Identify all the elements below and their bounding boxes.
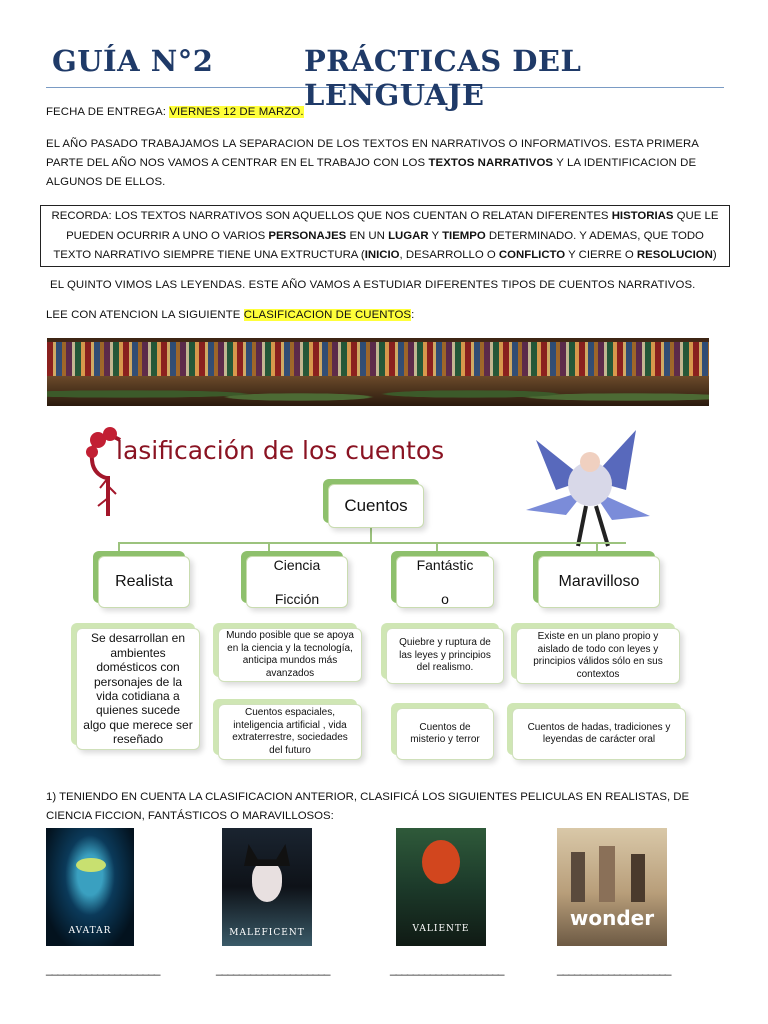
valiente-poster-title: VALIENTE [412, 924, 470, 934]
fairy-icon [516, 420, 656, 560]
maleficent-poster-title: MALEFICENT [229, 928, 305, 938]
valiente-poster-image [396, 828, 486, 946]
answer-blank-avatar[interactable]: ____________________ [46, 962, 160, 976]
horns-icon [244, 844, 290, 866]
branch-realista [118, 542, 120, 556]
quinto-paragraph: EL QUINTO VIMOS LAS LEYENDAS. ESTE AÑO VAMOS A ESTUDIAR DIFERENTES TIPOS DE CUENTOS NARRATIVOS. [50, 279, 696, 291]
dragon-illustration [47, 376, 709, 406]
answer-blank-valiente[interactable]: ____________________ [390, 962, 504, 976]
subject-title: PRÁCTICAS DEL LENGUAJE [304, 44, 582, 112]
question-line-1: 1) TENIENDO EN CUENTA LA CLASIFICACION ANTERIOR, CLASIFICÁ LOS SIGUIENTES PELICULAS EN REALISTAS, DE [46, 791, 690, 803]
delivery-date-line [46, 103, 304, 122]
definition-maravilloso: Existe en un plano propio y aislado de todo con leyes y principios válidos sólo en sus contextos [516, 628, 680, 684]
reminder-line-2: PUEDEN OCURRIR A UNO O VARIOS PERSONAJES EN UN LUGAR Y TIEMPO DETERMINADO. Y ADEMAS, QUE TODO [66, 229, 704, 242]
intro-line-2: PARTE DEL AÑO NOS VAMOS A CENTRAR EN EL TRABAJO CON LOS TEXTOS NARRATIVOS Y LA IDENTIFICACION DE [46, 157, 697, 169]
reminder-line-1: RECORDA: LOS TEXTOS NARRATIVOS SON AQUELLOS QUE NOS CUENTAN O RELATAN DIFERENTES HISTORIAS QUE LE [51, 210, 719, 222]
classification-diagram [68, 418, 708, 768]
intro-line-1: EL AÑO PASADO TRABAJAMOS LA SEPARACION DE LOS TEXTOS EN NARRATIVOS O INFORMATIVOS. ESTA PRIMERA [46, 138, 700, 150]
reminder-box [40, 205, 730, 267]
answer-blank-wonder[interactable]: ____________________ [557, 962, 671, 976]
category-ciencia-ficcion: Ciencia Ficción [246, 556, 348, 608]
fantasy-books-banner-image [47, 338, 709, 406]
guide-title: GUÍA N°2 [52, 44, 214, 78]
category-maravilloso: Maravilloso [538, 556, 660, 608]
category-realista: Realista [98, 556, 190, 608]
reminder-line-3: TEXTO NARRATIVO SIEMPRE TIENE UNA EXTRUCTURA (INICIO, DESARROLLO O CONFLICTO Y CIERRE O RESOLUCION) [53, 249, 717, 261]
diagram-title: lasificación de los cuentos [116, 436, 445, 465]
maleficent-poster-image [222, 828, 312, 946]
figure-icon-2 [599, 846, 615, 902]
classification-highlight: CLASIFICACION DE CUENTOS [243, 309, 412, 321]
example-maravilloso: Cuentos de hadas, tradiciones y leyendas de carácter oral [512, 708, 686, 760]
wonder-poster-title: wonder [569, 906, 655, 930]
definition-fantastico: Quiebre y ruptura de las leyes y principios del realismo. [386, 628, 504, 684]
question-line-2: CIENCIA FICCION, FANTÁSTICOS O MARAVILLOSOS: [46, 810, 334, 822]
avatar-eye-icon [76, 858, 106, 872]
narrative-texts-bold: TEXTOS NARRATIVOS [428, 157, 554, 169]
definition-ciencia-ficcion: Mundo posible que se apoya en la ciencia y la tecnología, anticipa mundos más avanzados [218, 628, 362, 682]
example-fantastico: Cuentos de misterio y terror [396, 708, 494, 760]
branch-fantastico [436, 542, 438, 556]
root-connector [370, 528, 372, 542]
branch-ciencia [268, 542, 270, 556]
intro-line-3: ALGUNOS DE ELLOS. [46, 176, 166, 188]
example-ciencia-ficcion: Cuentos espaciales, inteligencia artificial , vida extraterrestre, sociedades del futuro [218, 704, 362, 760]
maleficent-face-icon [252, 862, 282, 902]
intro-paragraph [46, 135, 736, 192]
merida-hair-icon [422, 840, 460, 884]
read-instruction: LEE CON ATENCION LA SIGUIENTE CLASIFICACION DE CUENTOS: [46, 309, 415, 321]
category-fantastico: Fantástic o [396, 556, 494, 608]
branch-maravilloso [596, 542, 598, 556]
wonder-poster-image [557, 828, 667, 946]
avatar-poster-image [46, 828, 134, 946]
delivery-date: VIERNES 12 DE MARZO. [169, 106, 304, 118]
avatar-poster-title: AVATAR [68, 926, 112, 936]
root-node: Cuentos [328, 484, 424, 528]
question-1 [46, 788, 736, 826]
branch-connector [118, 542, 626, 544]
delivery-label: FECHA DE ENTREGA: [46, 106, 170, 118]
figure-icon-3 [631, 854, 645, 902]
answer-blank-maleficent[interactable]: ____________________ [216, 962, 330, 976]
figure-icon [571, 852, 585, 902]
books-shelf-illustration [47, 342, 709, 378]
definition-realista: Se desarrollan en ambientes domésticos con personajes de la vida cotidiana a quienes sucede algo que merece ser reseñado [76, 628, 200, 750]
